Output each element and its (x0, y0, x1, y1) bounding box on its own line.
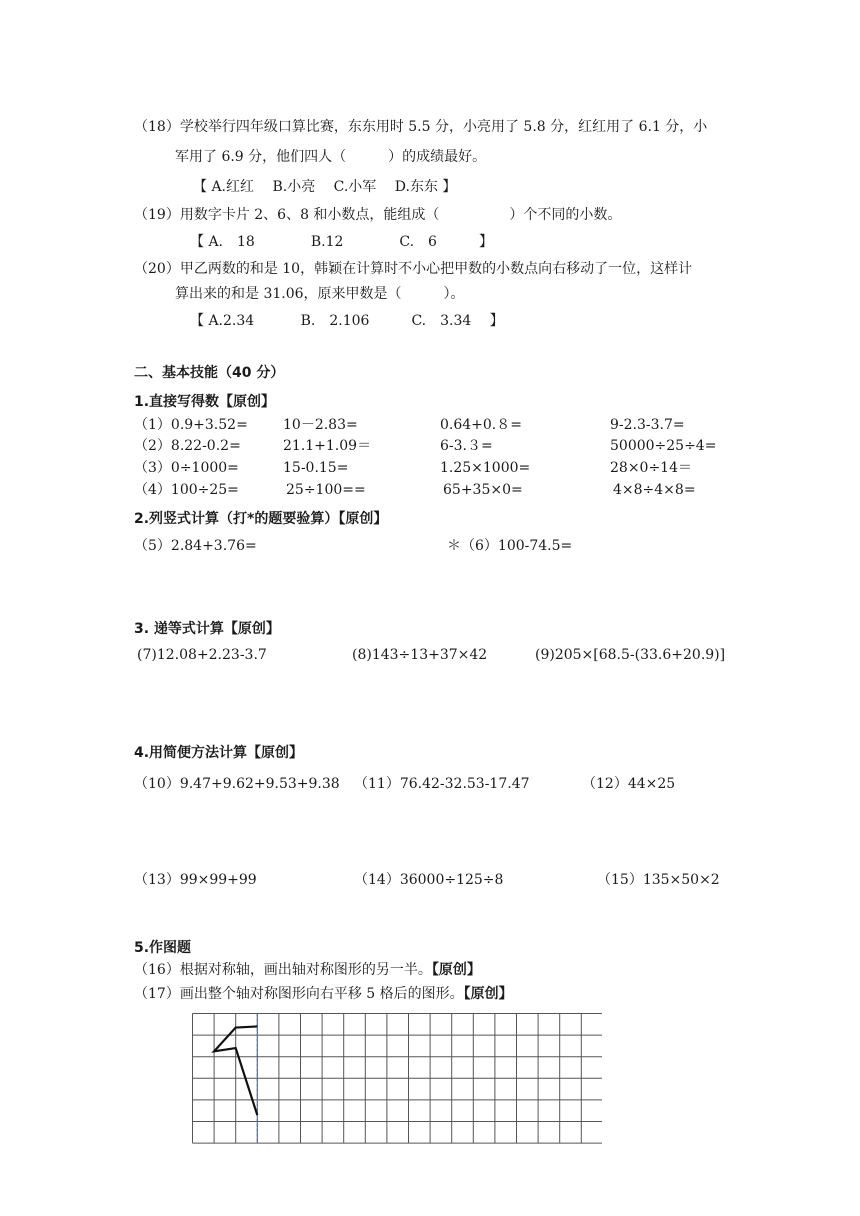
p1-cell: （3）0÷1000= (134, 460, 239, 476)
section2-title: 二、基本技能（40 分） (134, 365, 285, 381)
q19-line1: （19）用数字卡片 2、6、8 和小数点，能组成（ ）个不同的小数。 (134, 207, 622, 223)
p3-item-7: (7)12.08+2.23-3.7 (137, 647, 267, 663)
p1-cell: 25÷100== (286, 482, 366, 498)
p1-cell: 1.25×1000= (440, 460, 531, 476)
q20-line2: 算出来的和是 31.06，原来甲数是（ ）。 (175, 286, 465, 302)
part3-title: 3. 递等式计算【原创】 (134, 621, 280, 637)
part5-title: 5.作图题 (134, 940, 192, 956)
p1-cell: （4）100÷25= (134, 482, 239, 498)
p1-cell: 4×8÷4×8= (613, 482, 696, 498)
p4-item-10: （10）9.47+9.62+9.53+9.38 (134, 776, 340, 792)
drawing-grid (192, 1013, 602, 1149)
q16-line (134, 961, 481, 979)
p1-cell: 50000÷25÷4= (610, 438, 717, 454)
p4-item-12: （12）44×25 (582, 776, 676, 792)
part1-title: 1.直接写得数【原创】 (134, 394, 276, 410)
p1-cell: 6-3.３= (440, 438, 493, 454)
part4-title: 4.用简便方法计算【原创】 (134, 745, 304, 761)
p1-cell: （2）8.22-0.2= (134, 438, 241, 454)
p1-cell: 0.64+0.８= (440, 417, 522, 433)
p4-item-11: （11）76.42-32.53-17.47 (354, 776, 530, 792)
q19-options: 【 A. 18 B.12 C. 6 】 (190, 234, 493, 250)
q16-tag: 【原创】 (431, 962, 481, 978)
p3-item-8: (8)143÷13+37×42 (352, 647, 488, 663)
p1-cell: （1）0.9+3.52= (134, 417, 248, 433)
p4-item-14: （14）36000÷125÷8 (354, 872, 504, 888)
q16-text: （16）根据对称轴，画出轴对称图形的另一半。 (134, 962, 432, 978)
q18-line1: （18）学校举行四年级口算比赛，东东用时 5.5 分，小亮用了 5.8 分，红红用了 6.1 分，小 (134, 119, 708, 135)
p1-cell: 28×0÷14＝ (610, 460, 692, 476)
q17-line (134, 985, 513, 1003)
q20-options: 【 A.2.34 B. 2.106 C. 3.34 】 (190, 313, 504, 329)
p3-item-9: (9)205×[68.5-(33.6+20.9)] (535, 647, 726, 663)
q18-line2: 军用了 6.9 分，他们四人（ ）的成绩最好。 (175, 149, 487, 165)
q17-text: （17）画出整个轴对称图形向右平移 5 格后的图形。 (134, 986, 464, 1002)
p4-item-15: （15）135×50×2 (597, 872, 720, 888)
p1-cell: 15-0.15= (283, 460, 349, 476)
p4-item-13: （13）99×99+99 (134, 872, 257, 888)
q17-tag: 【原创】 (463, 986, 513, 1002)
q18-options: 【 A.红红 B.小亮 C.小军 D.东东 】 (193, 179, 457, 195)
p2-item-5: （5）2.84+3.76= (134, 538, 257, 554)
p1-cell: 10－2.83= (283, 417, 358, 433)
p1-cell: 65+35×0= (443, 482, 523, 498)
q20-line1: （20）甲乙两数的和是 10，韩颖在计算时不小心把甲数的小数点向右移动了一位，这样计 (134, 261, 693, 277)
part2-title: 2.列竖式计算（打*的题要验算）【原创】 (134, 511, 388, 527)
p1-cell: 9-2.3-3.7= (610, 417, 685, 433)
grid-lines (193, 1014, 603, 1144)
p1-cell: 21.1+1.09＝ (283, 438, 372, 454)
p2-item-6: ＊（6）100-74.5= (447, 538, 573, 554)
